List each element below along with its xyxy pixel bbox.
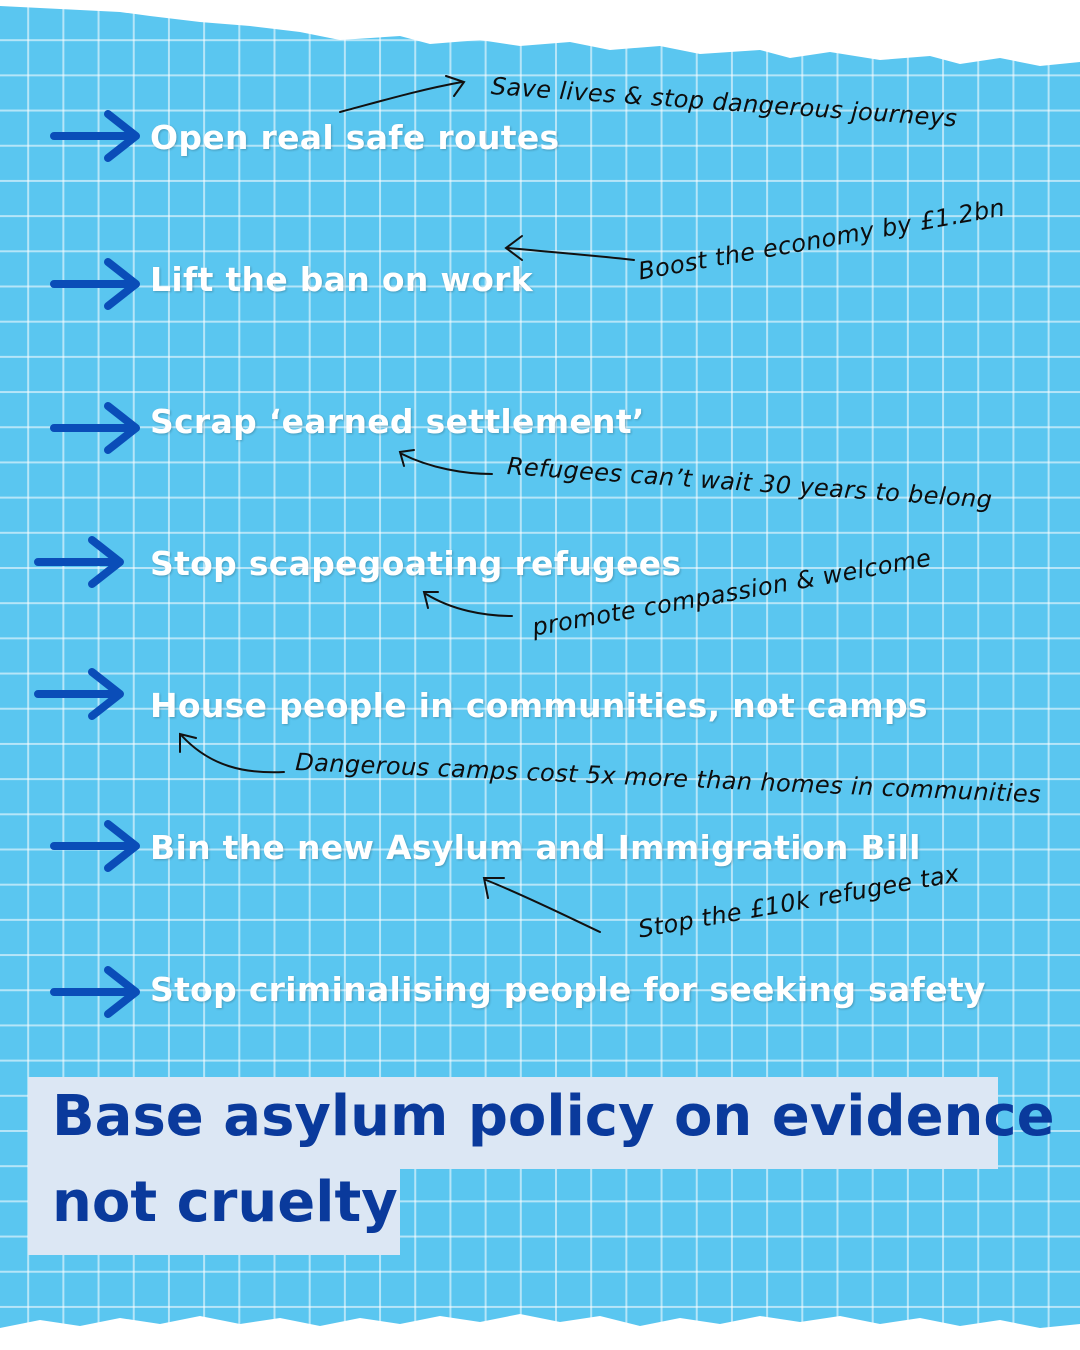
banner-heading-line2: not cruelty [52, 1170, 398, 1235]
policy-item-earned-settlement [0, 396, 1080, 456]
note-arrow-icon [418, 586, 518, 622]
item-note: Boost the economy by £1.2bn [636, 193, 1008, 286]
item-label: Bin the new Asylum and Immigration Bill [150, 828, 921, 867]
item-label: Lift the ban on work [150, 260, 534, 299]
item-label: Stop criminalising people for seeking safety [150, 970, 986, 1009]
note-arrow-icon [476, 874, 604, 938]
note-arrow-icon [394, 444, 498, 480]
item-note: promote compassion & welcome [530, 543, 934, 642]
torn-paper-bottom-edge [0, 1310, 1080, 1350]
item-note: Stop the £10k refugee tax [636, 859, 962, 944]
arrow-icon [50, 258, 142, 310]
torn-paper-top-edge [0, 0, 1080, 80]
note-arrow-icon [174, 730, 288, 778]
item-label: Scrap ‘earned settlement’ [150, 402, 645, 441]
note-arrow-icon [500, 232, 640, 268]
item-label: Open real safe routes [150, 118, 560, 157]
item-note: Refugees can’t wait 30 years to belong [506, 452, 994, 514]
item-note: Dangerous camps cost 5x more than homes in communities [294, 748, 1042, 809]
item-note: Save lives & stop dangerous journeys [490, 72, 959, 133]
item-label: House people in communities, not camps [150, 686, 928, 725]
arrow-icon [50, 402, 142, 454]
note-arrow-icon [338, 74, 468, 116]
policy-item-housing [0, 668, 1080, 728]
policy-item-criminalising [0, 964, 1080, 1024]
item-label: Stop scapegoating refugees [150, 544, 682, 583]
arrow-icon [50, 820, 142, 872]
arrow-icon [50, 966, 142, 1018]
arrow-icon [50, 110, 142, 162]
banner-heading-line1: Base asylum policy on evidence [52, 1084, 1055, 1149]
arrow-icon [34, 536, 126, 588]
arrow-icon [34, 668, 126, 720]
